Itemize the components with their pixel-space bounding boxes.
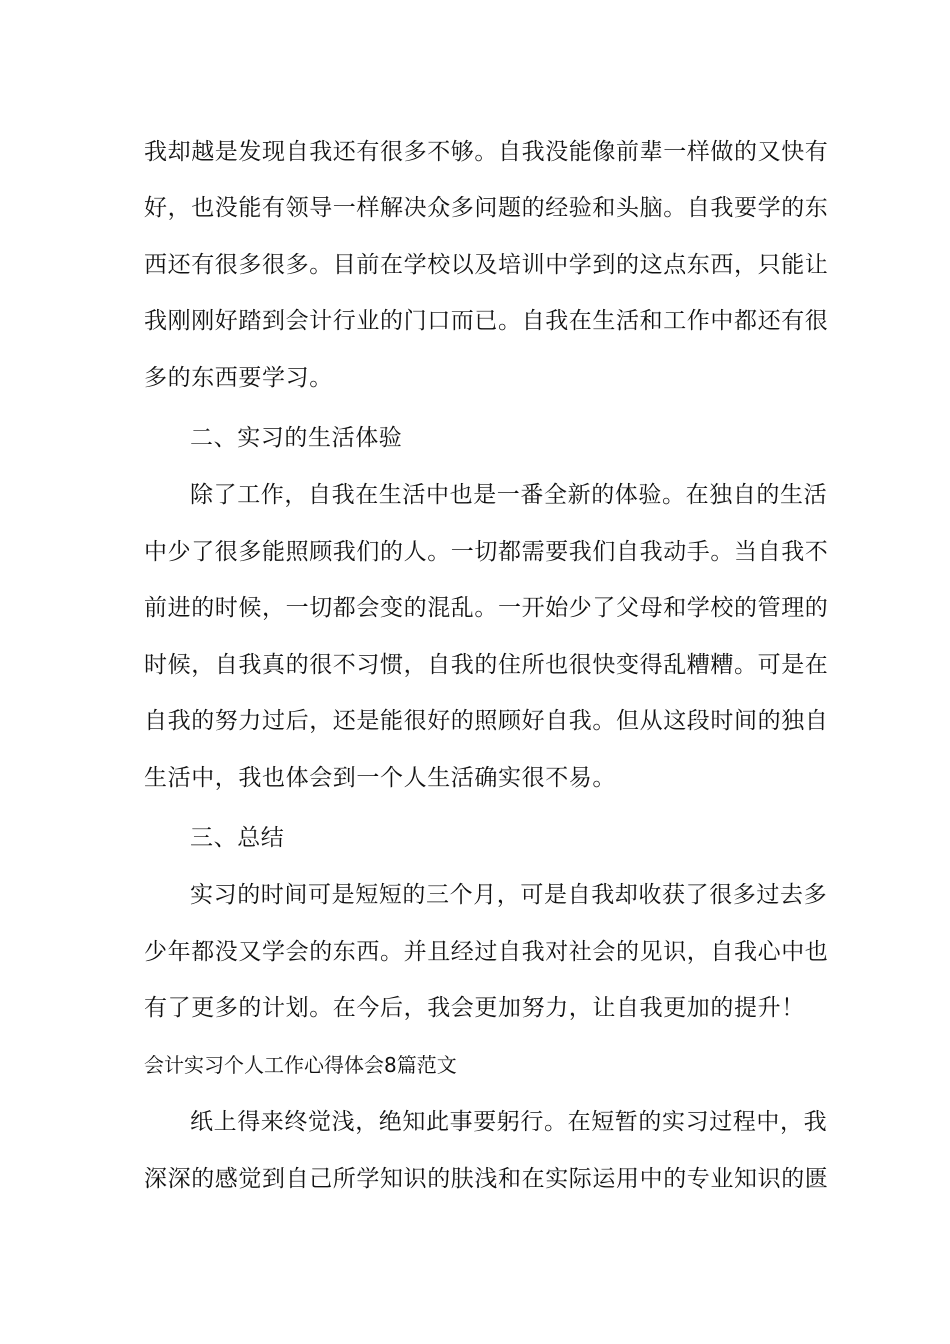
paragraph-line: 生活中，我也体会到一个人生活确实很不易。	[144, 765, 616, 791]
paragraph-line: 深深的感觉到自己所学知识的肤浅和在实际运用中的专业知识的匮	[144, 1166, 829, 1192]
paragraph-line: 多的东西要学习。	[144, 365, 333, 391]
paragraph-line: 我却越是发现自我还有很多不够。自我没能像前辈一样做的又快有	[144, 139, 829, 165]
paragraph-line: 中少了很多能照顾我们的人。一切都需要我们自我动手。当自我不	[144, 539, 829, 565]
paragraph-line: 好，也没能有领导一样解决众多问题的经验和头脑。自我要学的东	[144, 195, 829, 221]
paragraph-line: 我刚刚好踏到会计行业的门口而已。自我在生活和工作中都还有很	[144, 308, 829, 334]
paragraph-line: 自我的努力过后，还是能很好的照顾好自我。但从这段时间的独自	[144, 708, 829, 734]
paragraph-line: 有了更多的计划。在今后，我会更加努力，让自我更加的提升！	[144, 995, 805, 1021]
article-title: 会计实习个人工作心得体会8篇范文	[144, 1053, 457, 1077]
paragraph-line: 西还有很多很多。目前在学校以及培训中学到的这点东西，只能让	[144, 252, 829, 278]
paragraph-line: 前进的时候，一切都会变的混乱。一开始少了父母和学校的管理的	[144, 595, 829, 621]
paragraph-line: 纸上得来终觉浅，绝知此事要躬行。在短暂的实习过程中，我	[190, 1109, 828, 1135]
paragraph-line: 时候，自我真的很不习惯，自我的住所也很快变得乱糟糟。可是在	[144, 652, 829, 678]
paragraph-line: 除了工作，自我在生活中也是一番全新的体验。在独自的生活	[190, 482, 828, 508]
section-heading: 三、总结	[190, 825, 285, 851]
paragraph-line: 实习的时间可是短短的三个月，可是自我却收获了很多过去多	[190, 882, 828, 908]
section-heading: 二、实习的生活体验	[190, 425, 403, 451]
paragraph-line: 少年都没又学会的东西。并且经过自我对社会的见识，自我心中也	[144, 939, 829, 965]
